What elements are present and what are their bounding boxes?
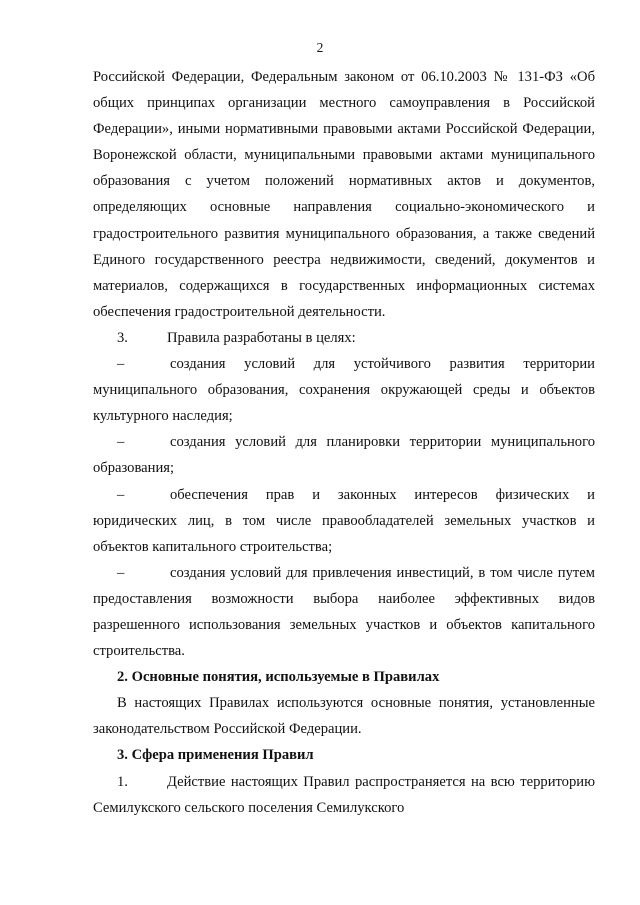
section-heading-3: 3. Сфера применения Правил [117,747,314,764]
bullet-text: создания условий для привлечения инвестиций, в том числе путем предоставления возможности выбора наиболее эффективных видов разрешенного использования земельных участков и объектов капитального строительства. [93,564,595,660]
item-number: 3. [117,329,128,346]
dash-marker: – [117,434,125,451]
paragraph-definitions: В настоящих Правилах используются основные понятия, установленные законодательством Российской Федерации. [93,695,595,738]
section-heading-2: 2. Основные понятия, используемые в Правилах [117,669,440,686]
dash-marker: – [117,564,125,581]
bullet-text: создания условий для устойчивого развития территории муниципального образования, сохранения окружающей среды и объектов культурного наследия; [93,356,595,425]
document-body [93,64,595,821]
item-text: Действие настоящих Правил распространяется на всю территорию Семилукского сельского поселения Семилукского [93,773,595,816]
item-number: 1. [117,773,128,790]
bullet-item [93,560,595,664]
dash-marker: – [117,486,125,503]
bullet-text: обеспечения прав и законных интересов физических и юридических лиц, в том числе правообладателей земельных участков и объектов капитального строительства; [93,486,595,555]
paragraph-legal-basis: Российской Федерации, Федеральным законом от 06.10.2003 № 131-ФЗ «Об общих принципах организации местного самоуправления в Российской Федерации», иными нормативными правовыми актами Российской Федерации, Воронежской области, муниципальными правовыми актами муниципального образования с учетом положений нормативных актов и документов, определяющих основные направления социально-экономического и градостроительного развития муниципального образования, а также сведений Единого государственного реестра недвижимости, сведений, документов и материалов, содержащихся в государственных информационных системах обеспечения градостроительной деятельности. [93,69,595,320]
bullet-item [93,351,595,429]
numbered-item-1 [93,769,595,821]
dash-marker: – [117,356,125,373]
numbered-item-3 [93,325,595,351]
bullet-item [93,429,595,481]
item-text: Правила разработаны в целях: [167,329,356,346]
bullet-item [93,482,595,560]
bullet-text: создания условий для планировки территории муниципального образования; [93,434,595,477]
page-number: 2 [316,40,324,55]
